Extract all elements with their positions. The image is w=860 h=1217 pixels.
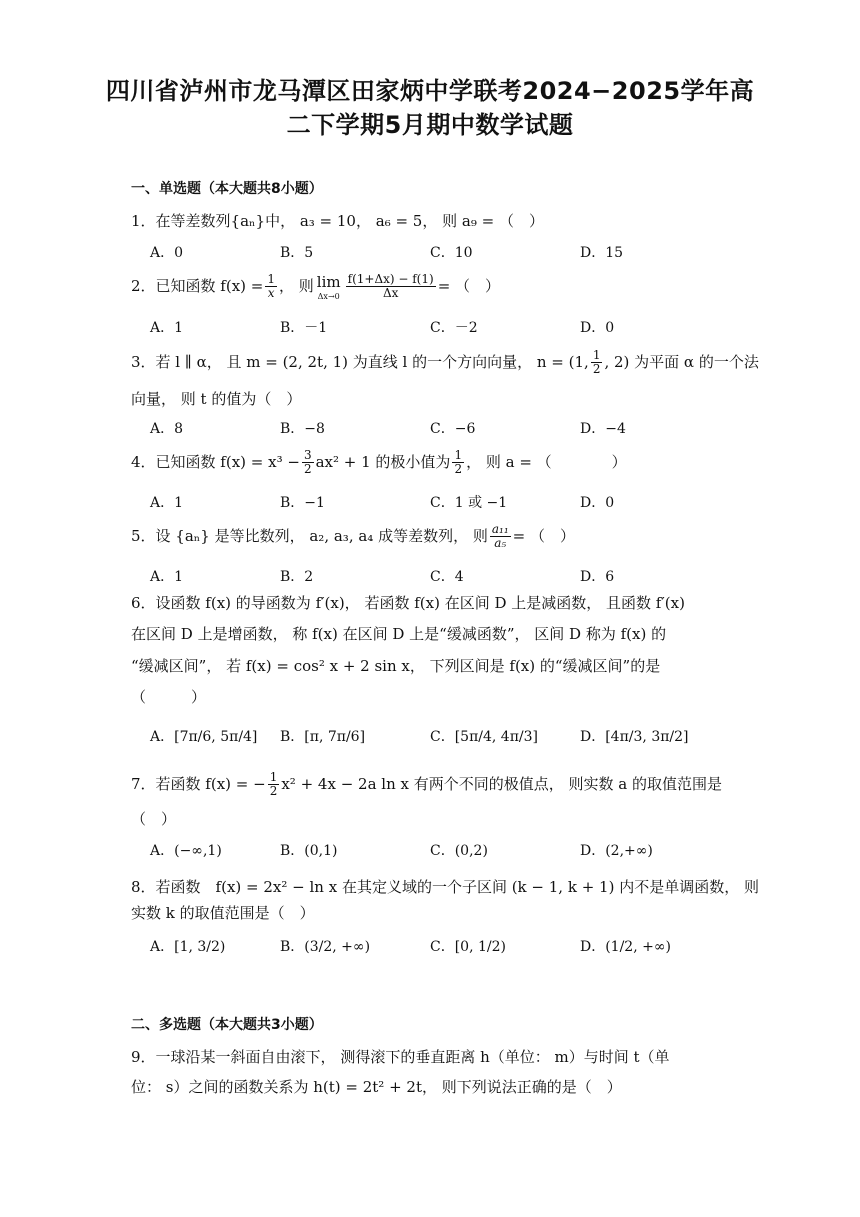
option-d[interactable]: D．(2,+∞) bbox=[580, 843, 653, 859]
question-6-line-1: 6．设函数 f(x) 的导函数为 f′(x)， 若函数 f(x) 在区间 D 上是减函数， 且函数 f′(x) bbox=[131, 594, 685, 612]
fraction-a11-over-a5 bbox=[490, 523, 511, 550]
title-line-1: 四川省泸州市龙马潭区田家炳中学联考2024−2025学年高 bbox=[105, 77, 755, 105]
option-a[interactable]: A．[7π/6, 5π/4] bbox=[150, 729, 258, 745]
numerator: 1 bbox=[267, 271, 276, 286]
title-line-2: 二下学期5月期中数学试题 bbox=[286, 111, 574, 139]
question-6-line-4: （ ） bbox=[131, 688, 207, 706]
limit-operator bbox=[317, 271, 341, 301]
fraction-three-halves bbox=[302, 449, 314, 476]
numerator: f(1+Δx) − f(1) bbox=[347, 271, 434, 286]
question-2-stem bbox=[131, 268, 731, 304]
option-a[interactable]: A．1 bbox=[150, 495, 184, 511]
fraction-one-half bbox=[452, 449, 464, 476]
option-a[interactable]: A．0 bbox=[150, 245, 184, 261]
question-3-options bbox=[150, 418, 710, 442]
option-b[interactable]: B．(3/2, +∞) bbox=[280, 939, 371, 955]
question-8-line-1: 8．若函数 f(x) = 2x² − ln x 在其定义域的一个子区间 (k − 1, k + 1) 内不是单调函数， 则 bbox=[131, 878, 759, 896]
question-2-options bbox=[150, 317, 710, 341]
question-3-line-2: 向量， 则 t 的值为（ ） bbox=[131, 390, 302, 408]
page-title bbox=[60, 74, 800, 142]
question-3-text-a: 3．若 l ∥ α， 且 m = (2, 2t, 1) 为直线 l 的一个方向向量， n = (1, bbox=[131, 353, 589, 371]
limit-label: lim bbox=[316, 273, 341, 291]
question-7-line-2: （ ） bbox=[131, 810, 177, 828]
option-b[interactable]: B．2 bbox=[280, 569, 314, 585]
question-5-text-b: = （ ） bbox=[512, 527, 575, 545]
option-d[interactable]: D．0 bbox=[580, 495, 615, 511]
question-4-text-a: 4．已知函数 f(x) = x³ − bbox=[131, 453, 300, 471]
option-c[interactable]: C．1 或 −1 bbox=[430, 495, 508, 511]
limit-subscript: Δx→0 bbox=[317, 292, 340, 301]
question-4-text-b: ax² + 1 的极小值为 bbox=[315, 453, 451, 471]
option-d[interactable]: D．0 bbox=[580, 320, 615, 336]
option-d[interactable]: D．−4 bbox=[580, 421, 626, 437]
option-b[interactable]: B．5 bbox=[280, 245, 314, 261]
question-6-options bbox=[150, 726, 710, 750]
option-c[interactable]: C．[0, 1/2) bbox=[430, 939, 506, 955]
option-b[interactable]: B．[π, 7π/6] bbox=[280, 729, 366, 745]
denominator: 2 bbox=[592, 361, 601, 376]
option-c[interactable]: C．−6 bbox=[430, 421, 476, 437]
option-a[interactable]: A．(−∞,1) bbox=[150, 843, 222, 859]
option-c[interactable]: C．(0,2) bbox=[430, 843, 488, 859]
option-c[interactable]: C．4 bbox=[430, 569, 464, 585]
question-1-options bbox=[150, 242, 710, 266]
option-d[interactable]: D．(1/2, +∞) bbox=[580, 939, 671, 955]
question-7-line-1 bbox=[131, 766, 731, 802]
question-5-options bbox=[150, 566, 710, 590]
option-d[interactable]: D．15 bbox=[580, 245, 624, 261]
question-5-text-a: 5．设 {aₙ} 是等比数列， a₂, a₃, a₄ 成等差数列， 则 bbox=[131, 527, 488, 545]
question-1-stem: 1．在等差数列{aₙ}中， a₃ = 10， a₆ = 5， 则 a₉ = （ ） bbox=[131, 212, 544, 230]
section-heading-multiple-choice: 二、多选题（本大题共3小题） bbox=[131, 1017, 323, 1033]
fraction-one-half bbox=[268, 771, 280, 798]
question-7-text-a: 7．若函数 f(x) = − bbox=[131, 775, 266, 793]
question-5-stem bbox=[131, 518, 731, 554]
option-c[interactable]: C．[5π/4, 4π/3] bbox=[430, 729, 539, 745]
question-2-text-c: = （ ） bbox=[437, 277, 501, 295]
option-c[interactable]: C．10 bbox=[430, 245, 473, 261]
numerator: 1 bbox=[454, 447, 463, 462]
question-3-text-b: , 2) 为平面 α 的一个法 bbox=[604, 353, 759, 371]
denominator: Δx bbox=[382, 285, 399, 300]
option-d[interactable]: D．6 bbox=[580, 569, 615, 585]
denominator: 2 bbox=[303, 461, 312, 476]
fraction-1-over-x bbox=[265, 273, 277, 300]
question-4-text-c: ， 则 a = （ ） bbox=[466, 453, 627, 471]
numerator: 1 bbox=[592, 347, 601, 362]
denominator: 2 bbox=[269, 783, 278, 798]
question-6-line-2: 在区间 D 上是增函数， 称 f(x) 在区间 D 上是“缓减函数”， 区间 D 称为 f(x) 的 bbox=[131, 625, 667, 643]
denominator: 2 bbox=[454, 461, 463, 476]
question-3-line-1 bbox=[131, 344, 759, 380]
difference-quotient bbox=[346, 273, 436, 300]
option-a[interactable]: A．[1, 3/2) bbox=[150, 939, 226, 955]
option-c[interactable]: C．－2 bbox=[430, 320, 478, 336]
question-4-options bbox=[150, 492, 710, 516]
option-a[interactable]: A．1 bbox=[150, 320, 184, 336]
question-8-line-2: 实数 k 的取值范围是（ ） bbox=[131, 904, 315, 922]
question-6-line-3: “缓减区间”， 若 f(x) = cos² x + 2 sin x， 下列区间是 f(x) 的“缓减区间”的是 bbox=[131, 657, 661, 675]
question-7-text-b: x² + 4x − 2a ln x 有两个不同的极值点， 则实数 a 的取值范围是 bbox=[281, 775, 722, 793]
question-2-text-b: ， 则 bbox=[279, 277, 314, 295]
question-4-stem bbox=[131, 444, 731, 480]
question-9-line-2: 位： s）之间的函数关系为 h(t) = 2t² + 2t， 则下列说法正确的是（ ） bbox=[131, 1078, 622, 1096]
option-b[interactable]: B．−8 bbox=[280, 421, 325, 437]
option-b[interactable]: B．－1 bbox=[280, 320, 328, 336]
question-8-options bbox=[150, 936, 710, 960]
option-b[interactable]: B．(0,1) bbox=[280, 843, 338, 859]
numerator: a₁₁ bbox=[491, 521, 509, 536]
question-7-options bbox=[150, 840, 710, 864]
numerator: 1 bbox=[269, 769, 278, 784]
option-a[interactable]: A．1 bbox=[150, 569, 184, 585]
numerator: 3 bbox=[303, 447, 312, 462]
fraction-one-half bbox=[591, 349, 603, 376]
option-a[interactable]: A．8 bbox=[150, 421, 184, 437]
question-2-text-a: 2．已知函数 f(x) = bbox=[131, 277, 264, 295]
section-heading-single-choice: 一、单选题（本大题共8小题） bbox=[131, 181, 323, 197]
denominator: x bbox=[267, 285, 275, 300]
option-b[interactable]: B．−1 bbox=[280, 495, 325, 511]
option-d[interactable]: D．[4π/3, 3π/2] bbox=[580, 729, 689, 745]
denominator: a₅ bbox=[494, 535, 507, 550]
question-9-line-1: 9．一球沿某一斜面自由滚下， 测得滚下的垂直距离 h（单位： m）与时间 t（单 bbox=[131, 1048, 670, 1066]
